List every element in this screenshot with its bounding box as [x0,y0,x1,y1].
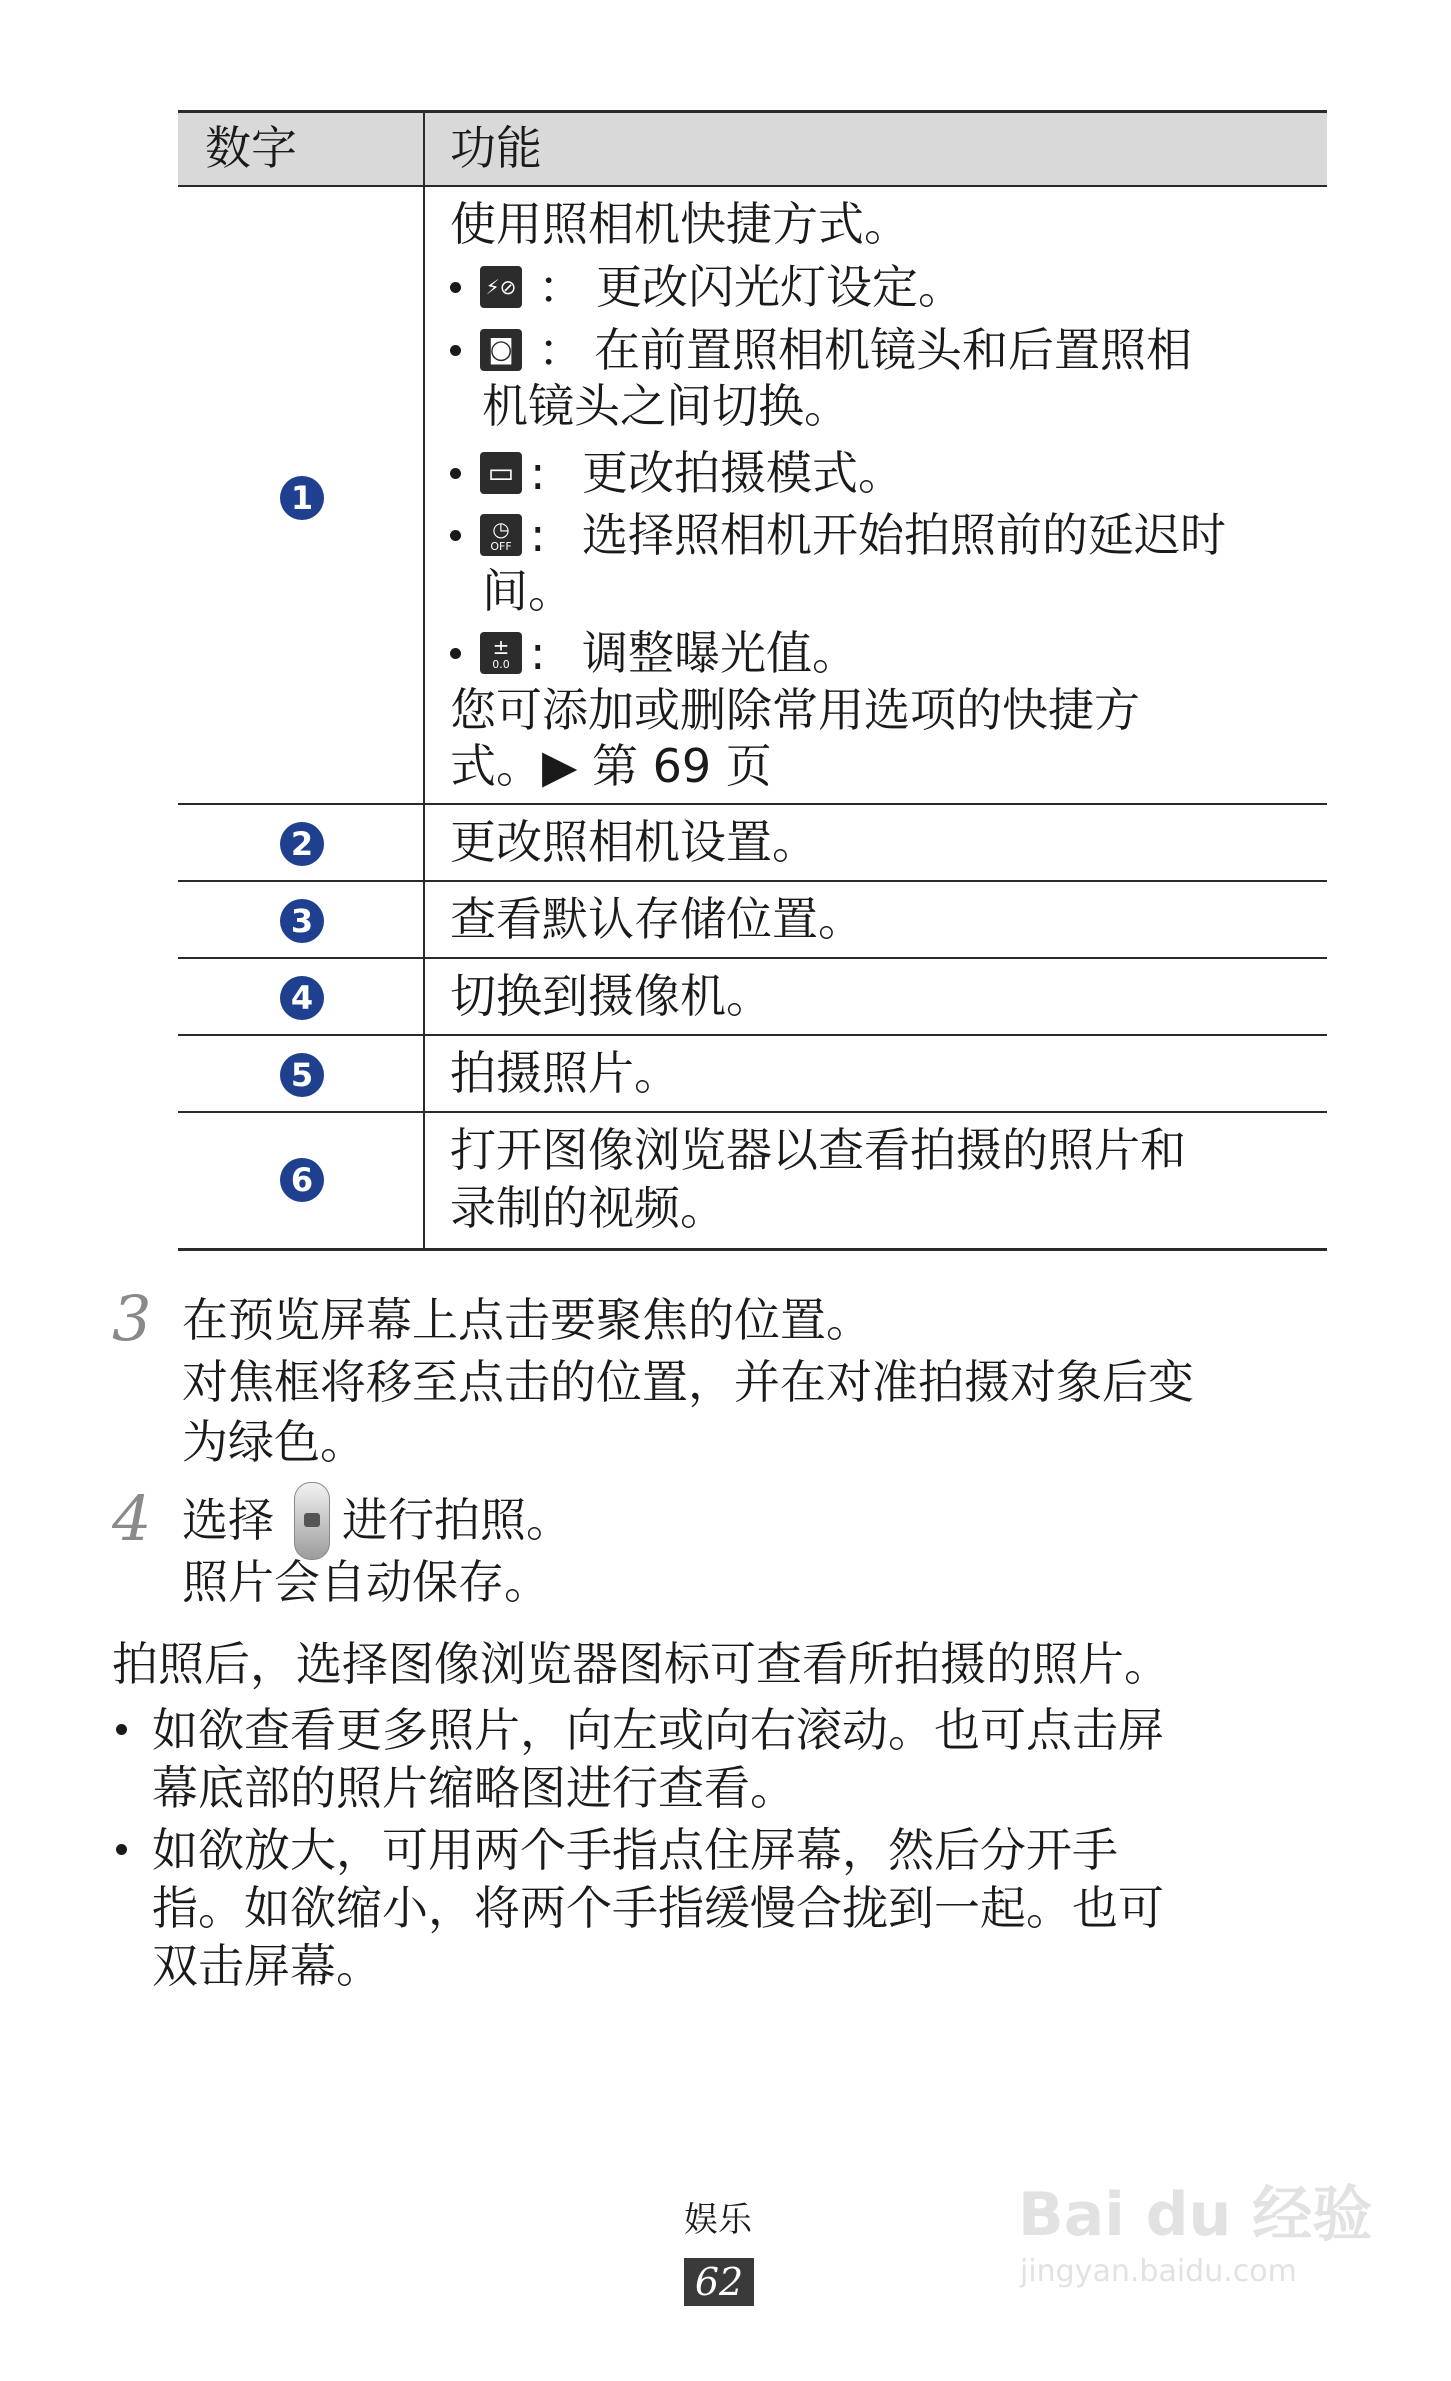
row-text: 打开图像浏览器以查看拍摄的照片和 [450,1123,1186,1177]
item-text: 在前置照相机镜头和后置照相 [594,323,1192,377]
item-colon: : [530,446,546,500]
row-divider [178,957,1327,959]
row-text: 切换到摄像机。 [450,969,772,1023]
step-text-after: 进行拍照。 [342,1493,572,1547]
row-number-badge: 4 [280,976,324,1020]
row-number-badge: 2 [280,822,324,866]
list-item-cont: 指。如欲缩小，将两个手指缓慢合拢到一起。也可 [152,1881,1164,1935]
bullet-dot [450,468,461,479]
row-text: 更改照相机设置。 [450,815,818,869]
item-text-cont: 机镜头之间切换。 [482,379,850,433]
bullet-dot [116,1844,127,1855]
item-text-cont: 间。 [482,564,574,618]
shutter-button-icon [294,1482,330,1560]
shooting-mode-icon: ▭ [480,452,522,494]
row-divider [178,880,1327,882]
table-header-rule [178,185,1327,187]
list-item-cont: 幕底部的照片缩略图进行查看。 [152,1761,796,1815]
row-number-badge: 1 [280,476,324,520]
row-text: 查看默认存储位置。 [450,892,864,946]
step-number: 3 [112,1282,152,1355]
row-number-badge: 6 [280,1158,324,1202]
table-top-rule [178,110,1327,113]
item-text: 更改闪光灯设定。 [596,260,964,314]
page-number: 62 [684,2258,754,2306]
step-text: 在预览屏幕上点击要聚焦的位置。 [182,1293,872,1347]
item-text: 调整曝光值。 [582,626,858,680]
item-colon: ： [538,323,584,377]
item-colon: : [530,508,546,562]
header-function: 功能 [450,121,542,175]
row-divider [178,1111,1327,1113]
flash-icon: ⚡⊘ [480,266,522,308]
exposure-icon: ± 0.0 [480,632,522,674]
row1-intro: 使用照相机快捷方式。 [450,197,910,251]
row-divider [178,1034,1327,1036]
list-item: 如欲查看更多照片，向左或向右滚动。也可点击屏 [152,1703,1164,1757]
list-item: 如欲放大，可用两个手指点住屏幕，然后分开手 [152,1823,1118,1877]
step-detail-cont: 为绿色。 [182,1415,366,1469]
step-detail: 照片会自动保存。 [182,1555,550,1609]
bullet-dot [450,648,461,659]
header-number: 数字 [205,121,297,175]
step-number: 4 [112,1482,152,1555]
timer-icon: ◷ OFF [480,514,522,556]
row-number-badge: 3 [280,899,324,943]
watermark-logo: Bai du 经验 [1018,2180,1373,2250]
step-detail: 对焦框将移至点击的位置，并在对准拍摄对象后变 [182,1355,1194,1409]
step-text-before: 选择 [182,1493,274,1547]
item-colon: ： [538,260,584,314]
footer-section-title: 娱乐 [684,2200,752,2240]
after-shooting-paragraph: 拍照后，选择图像浏览器图标可查看所拍摄的照片。 [112,1637,1170,1691]
item-colon: : [530,626,546,680]
bullet-dot [116,1724,127,1735]
table-bottom-rule [178,1248,1327,1251]
table-header-background [178,113,1327,185]
watermark-url: jingyan.baidu.com [1020,2254,1297,2289]
list-item-cont: 双击屏幕。 [152,1939,382,1993]
row-text-cont: 录制的视频。 [450,1181,726,1235]
camera-switch-icon: ◙ [480,329,522,371]
bullet-dot [450,345,461,356]
item-text: 更改拍摄模式。 [582,446,904,500]
column-divider [423,110,425,1250]
row1-note: 您可添加或删除常用选项的快捷方 [450,683,1140,737]
row-number-badge: 5 [280,1053,324,1097]
item-text: 选择照相机开始拍照前的延迟时 [582,508,1226,562]
page-reference-link[interactable]: 式。▶ 第 69 页 [450,739,772,793]
row-divider [178,803,1327,805]
row-text: 拍摄照片。 [450,1046,680,1100]
bullet-dot [450,282,461,293]
bullet-dot [450,530,461,541]
